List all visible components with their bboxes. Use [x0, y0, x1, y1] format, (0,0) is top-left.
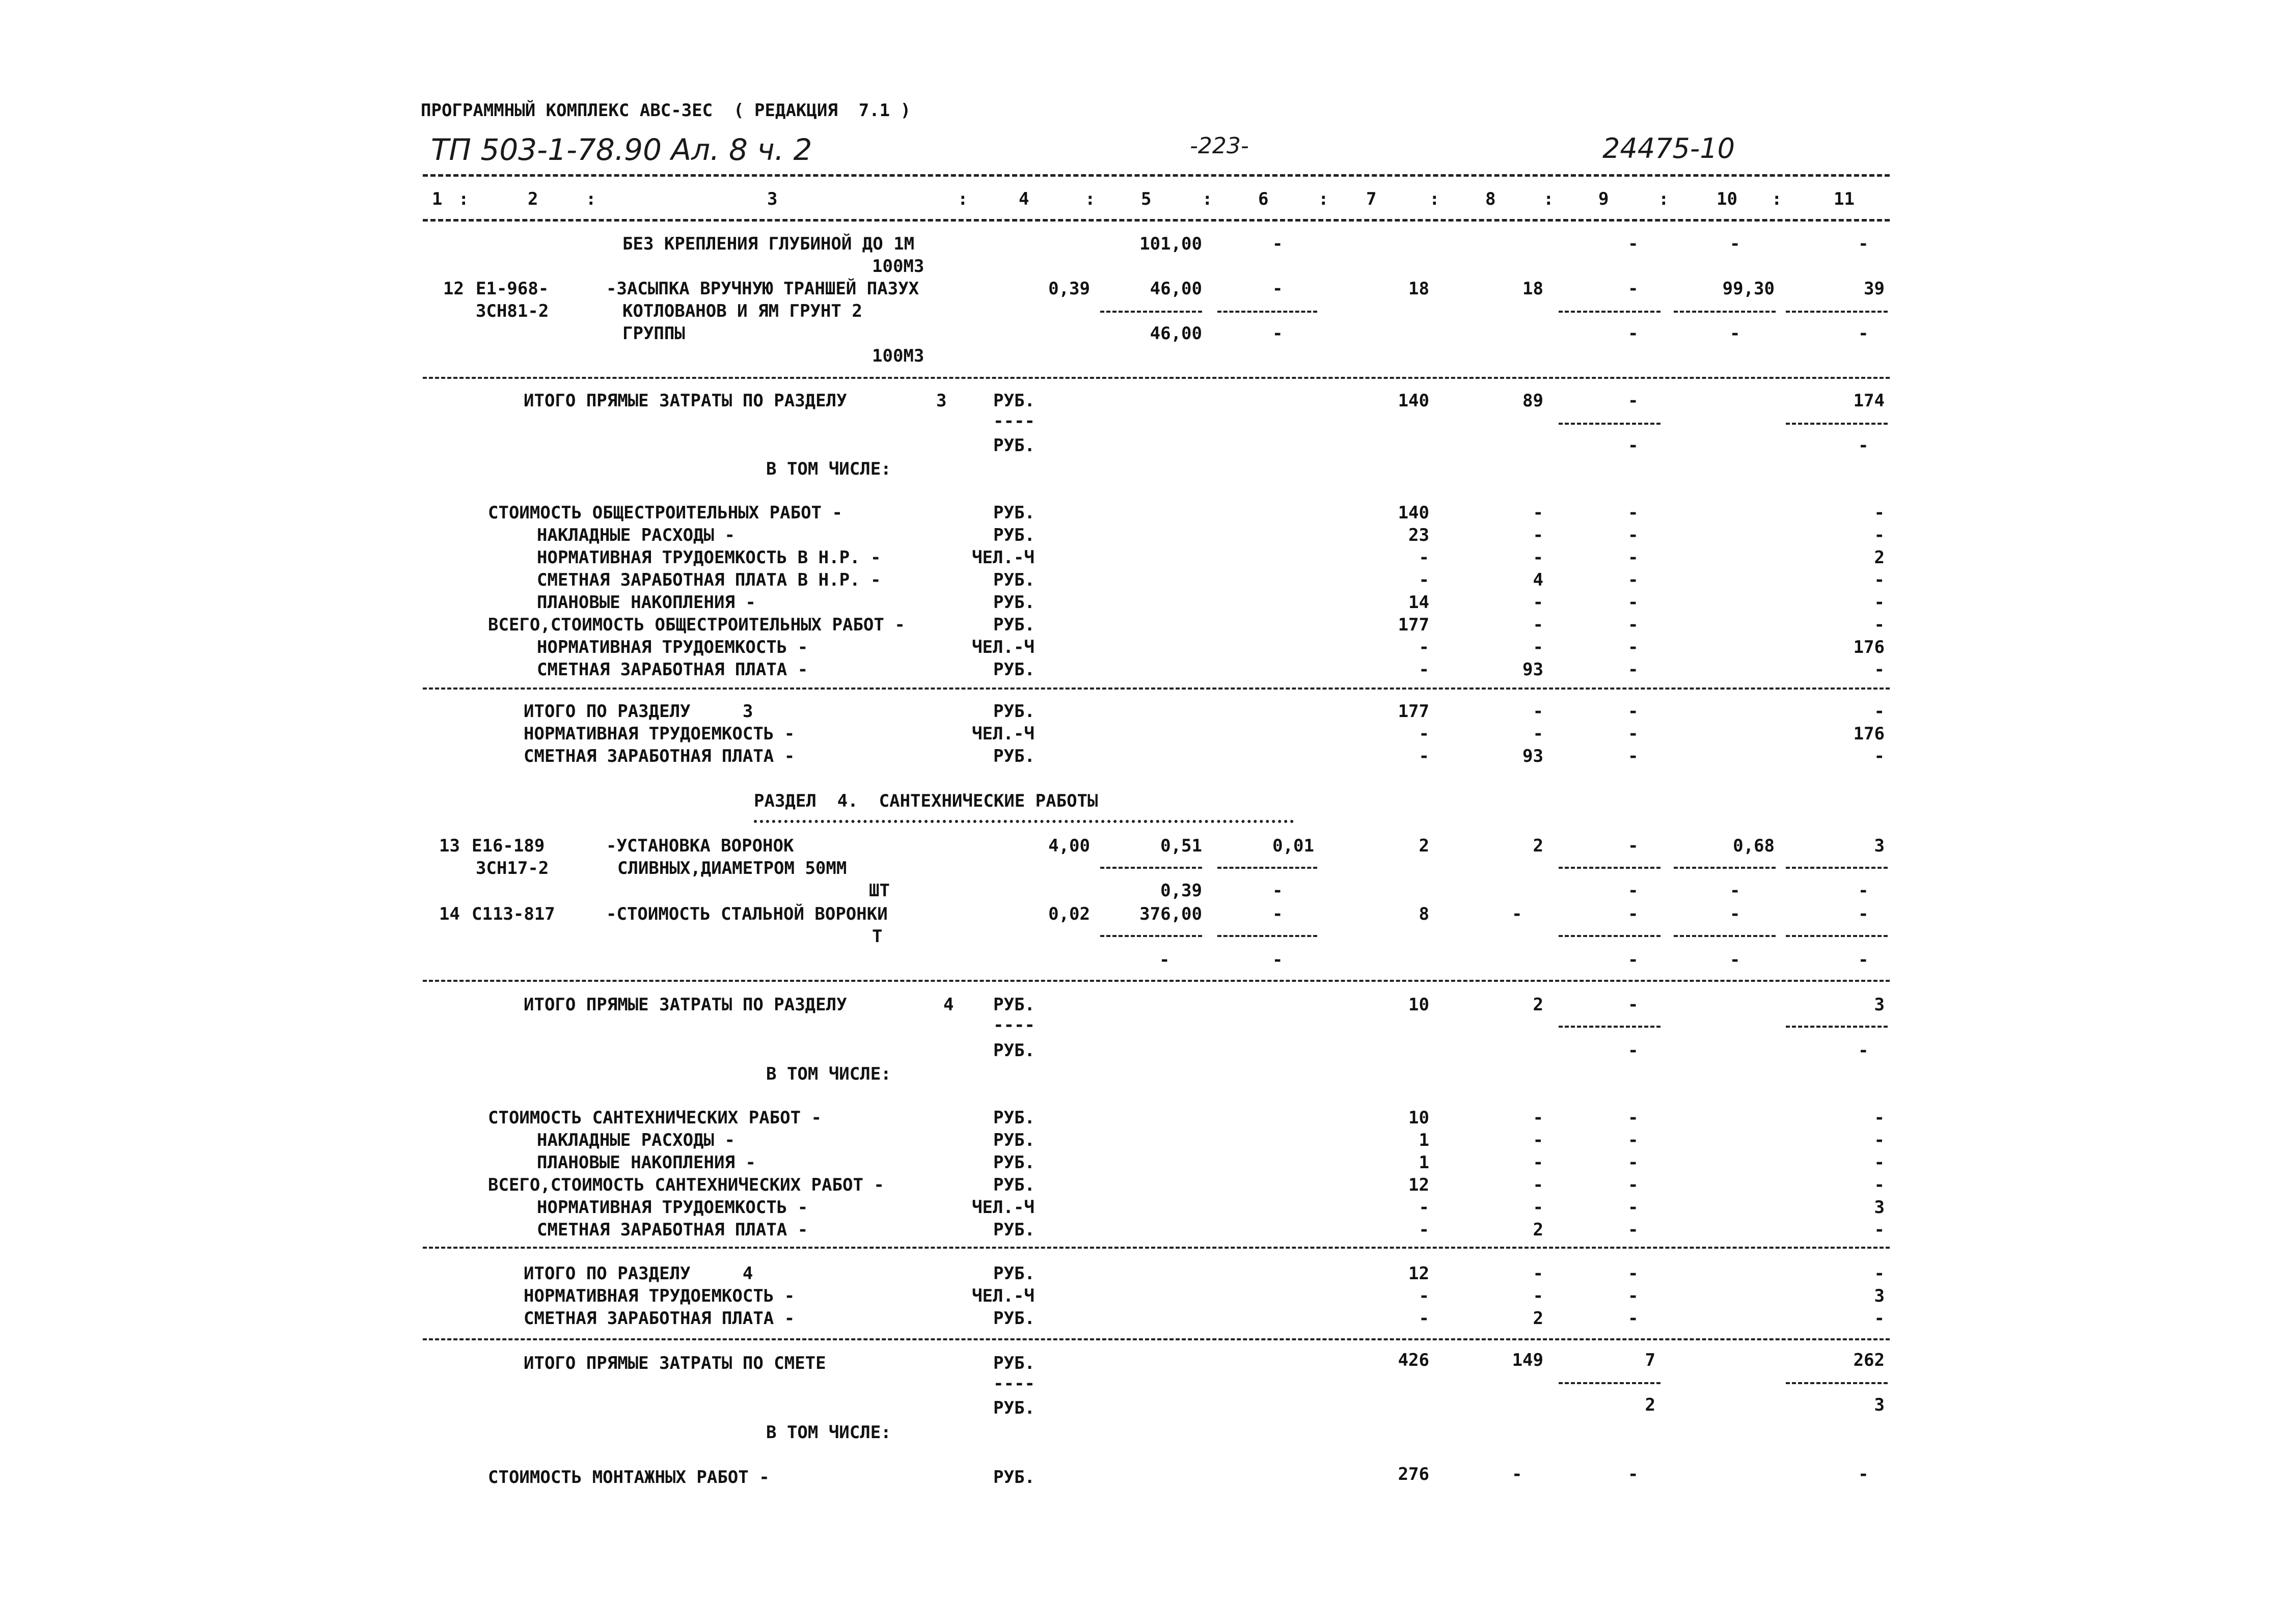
est-including: В ТОМ ЧИСЛЕ:	[766, 1422, 891, 1443]
column-separator: :	[958, 189, 968, 209]
s3-total-unit-dash: ----	[993, 411, 1035, 431]
row-col11: 176	[1853, 724, 1885, 744]
row-col11: -	[1874, 746, 1885, 766]
row-col11: 2	[1874, 547, 1885, 568]
row-col7: 10	[1408, 1108, 1429, 1128]
row-col11: -	[1874, 1263, 1885, 1284]
item13-sub-rule-b	[1217, 867, 1317, 869]
row-unit: РУБ.	[993, 746, 1035, 766]
s4-total-unit2: РУБ.	[993, 1040, 1035, 1061]
item12-col9b: -	[1628, 323, 1639, 344]
item12-sub-rule-d	[1674, 311, 1776, 313]
row-col9: -	[1628, 547, 1639, 568]
item12-sub-rule-b	[1217, 311, 1317, 313]
column-separator: :	[1202, 189, 1213, 209]
row-col7: -	[1419, 1197, 1429, 1218]
rule-before-section3-summary	[423, 687, 1890, 690]
est-total-unit1: РУБ.	[993, 1353, 1035, 1373]
s3-total-col11b: -	[1858, 435, 1869, 456]
row-unit: ЧЕЛ.-Ч	[972, 547, 1035, 568]
row-col11: -	[1874, 1152, 1885, 1173]
item12-col7: 18	[1408, 279, 1429, 299]
s4-total-col11: 3	[1874, 995, 1885, 1015]
item13-price2: 0,39	[1160, 880, 1202, 901]
row-unit: РУБ.	[993, 1175, 1035, 1195]
item12-code-2: 3СН81-2	[476, 301, 549, 321]
item14-col10: -	[1730, 904, 1740, 924]
item12-col6b: -	[1272, 323, 1283, 344]
item13-col9: -	[1628, 836, 1639, 856]
mount-c8: -	[1512, 1464, 1522, 1484]
item12-col8: 18	[1522, 279, 1543, 299]
row-unit: РУБ.	[993, 503, 1035, 523]
est-total-col9b: 2	[1645, 1395, 1655, 1415]
item12-qty: 0,39	[1048, 279, 1090, 299]
row-col8: -	[1533, 1175, 1543, 1195]
item13-unit: ШТ	[869, 880, 890, 901]
item13-col6: 0,01	[1272, 836, 1314, 856]
row-col9: -	[1628, 615, 1639, 635]
row-label: НОРМАТИВНАЯ ТРУДОЕМКОСТЬ -	[524, 724, 795, 744]
column-number: 7	[1366, 189, 1377, 209]
row-unit: РУБ.	[993, 592, 1035, 613]
row-label: СМЕТНАЯ ЗАРАБОТНАЯ ПЛАТА -	[537, 1220, 808, 1240]
row-col11: -	[1874, 503, 1885, 523]
column-separator: :	[1429, 189, 1440, 209]
row-unit: РУБ.	[993, 1263, 1035, 1284]
mount-c9: -	[1628, 1464, 1639, 1484]
row-col11: -	[1874, 592, 1885, 613]
row-col8: -	[1533, 1263, 1543, 1284]
item13-price: 0,51	[1160, 836, 1202, 856]
row-label: ПЛАНОВЫЕ НАКОПЛЕНИЯ -	[537, 592, 756, 613]
row-label: НОРМАТИВНАЯ ТРУДОЕМКОСТЬ -	[537, 637, 808, 657]
row-col9: -	[1628, 1220, 1639, 1240]
row-col8: -	[1533, 637, 1543, 657]
row-col8: -	[1533, 724, 1543, 744]
row-col7: -	[1419, 1220, 1429, 1240]
row-col11: -	[1874, 615, 1885, 635]
s4-including: В ТОМ ЧИСЛЕ:	[766, 1064, 891, 1084]
est-total-label: ИТОГО ПРЯМЫЕ ЗАТРАТЫ ПО СМЕТЕ	[524, 1353, 826, 1373]
item13-qty: 4,00	[1048, 836, 1090, 856]
column-number: 8	[1485, 189, 1496, 209]
mount-c11: -	[1858, 1464, 1869, 1484]
row-col7: 14	[1408, 592, 1429, 613]
section3-tail-unit: 100М3	[872, 256, 924, 277]
item13-sub-rule-a	[1100, 867, 1202, 869]
column-separator: :	[1318, 189, 1329, 209]
item14-col6: -	[1272, 904, 1283, 924]
row-label: ИТОГО ПО РАЗДЕЛУ 3	[524, 701, 753, 722]
item14-sub-rule-c	[1559, 935, 1661, 937]
s3-total-col11: 174	[1853, 391, 1885, 411]
row-col9: -	[1628, 525, 1639, 545]
item12-code-1: Е1-968-	[476, 279, 549, 299]
s3-total-num: 3	[936, 391, 947, 411]
row-unit: РУБ.	[993, 1152, 1035, 1173]
row-col9: -	[1628, 724, 1639, 744]
column-number: 1	[432, 189, 443, 209]
row-label: СМЕТНАЯ ЗАРАБОТНАЯ ПЛАТА -	[524, 746, 795, 766]
item14-col8: -	[1512, 904, 1522, 924]
column-number: 4	[1019, 189, 1029, 209]
column-separator: :	[1658, 189, 1669, 209]
section3-tail-text: БЕЗ КРЕПЛЕНИЯ ГЛУБИНОЙ ДО 1М	[622, 234, 915, 254]
row-col8: -	[1533, 1130, 1543, 1150]
item13-name-1: -УСТАНОВКА ВОРОНОК	[606, 836, 794, 856]
header-rule-top	[423, 174, 1890, 177]
s4-total-col9: -	[1628, 995, 1639, 1015]
row-col9: -	[1628, 592, 1639, 613]
row-col9: -	[1628, 1108, 1639, 1128]
item14-price2: -	[1159, 950, 1170, 970]
row-label: НАКЛАДНЫЕ РАСХОДЫ -	[537, 1130, 735, 1150]
item14-col9: -	[1628, 904, 1639, 924]
item14-col10b: -	[1730, 950, 1740, 970]
s4-total-col7: 10	[1408, 995, 1429, 1015]
row-col7: 177	[1398, 701, 1429, 722]
row-col9: -	[1628, 570, 1639, 590]
row-col7: -	[1419, 724, 1429, 744]
item14-unit: Т	[872, 926, 883, 947]
s4-total-sub-rule-a	[1559, 1026, 1661, 1028]
item14-price: 376,00	[1139, 904, 1202, 924]
row-unit: РУБ.	[993, 1308, 1035, 1329]
row-col11: -	[1874, 525, 1885, 545]
archive-number: 24475-10	[1602, 132, 1735, 164]
s4-total-sub-rule-b	[1786, 1026, 1888, 1028]
row-col9: -	[1628, 659, 1639, 680]
item12-col11: 39	[1864, 279, 1885, 299]
row-label: ВСЕГО,СТОИМОСТЬ САНТЕХНИЧЕСКИХ РАБОТ -	[488, 1175, 884, 1195]
item14-col11b: -	[1858, 950, 1869, 970]
rule-before-estimate-total	[423, 1338, 1890, 1340]
item13-code-1: Е16-189	[472, 836, 545, 856]
row-col9: -	[1628, 701, 1639, 722]
row-unit: РУБ.	[993, 659, 1035, 680]
section4-title-underline	[754, 820, 1294, 823]
column-number: 3	[767, 189, 778, 209]
s3-total-col9: -	[1628, 391, 1639, 411]
row-col7: 1	[1419, 1152, 1429, 1173]
section3-tail-col11: -	[1858, 234, 1869, 254]
item13-sub-rule-c	[1559, 867, 1661, 869]
item13-col8: 2	[1533, 836, 1543, 856]
item12-sub-rule-e	[1786, 311, 1888, 313]
item13-col11: 3	[1874, 836, 1885, 856]
item14-col9b: -	[1628, 950, 1639, 970]
program-line: ПРОГРАММНЫЙ КОМПЛЕКС АВС-3ЕС ( РЕДАКЦИЯ 7.1 )	[421, 100, 911, 121]
item12-sub-rule-c	[1559, 311, 1661, 313]
page-number: -223-	[1190, 133, 1249, 159]
item13-name-2: СЛИВНЫХ,ДИАМЕТРОМ 50ММ	[617, 858, 847, 878]
row-col11: -	[1874, 1108, 1885, 1128]
row-col9: -	[1628, 1263, 1639, 1284]
row-col7: -	[1419, 1308, 1429, 1329]
row-label: ВСЕГО,СТОИМОСТЬ ОБЩЕСТРОИТЕЛЬНЫХ РАБОТ -	[488, 615, 905, 635]
row-label: СМЕТНАЯ ЗАРАБОТНАЯ ПЛАТА -	[524, 1308, 795, 1329]
column-number: 5	[1141, 189, 1152, 209]
item14-sub-rule-a	[1100, 935, 1202, 937]
item12-price: 46,00	[1150, 279, 1202, 299]
row-unit: РУБ.	[993, 570, 1035, 590]
item12-col6: -	[1272, 279, 1283, 299]
item13-col7: 2	[1419, 836, 1429, 856]
row-col11: -	[1874, 570, 1885, 590]
item13-code-2: 3СН17-2	[476, 858, 549, 878]
item14-col6b: -	[1272, 950, 1283, 970]
row-col9: -	[1628, 1152, 1639, 1173]
rule-before-section4-total	[423, 980, 1890, 982]
row-unit: РУБ.	[993, 1108, 1035, 1128]
row-col11: -	[1874, 1220, 1885, 1240]
row-col11: -	[1874, 1130, 1885, 1150]
row-col11: -	[1874, 659, 1885, 680]
row-col11: 3	[1874, 1197, 1885, 1218]
item12-name-2: КОТЛОВАНОВ И ЯМ ГРУНТ 2	[622, 301, 862, 321]
row-col9: -	[1628, 746, 1639, 766]
item12-num: 12	[443, 279, 464, 299]
row-label: СТОИМОСТЬ САНТЕХНИЧЕСКИХ РАБОТ -	[488, 1108, 822, 1128]
s4-total-num: 4	[943, 995, 954, 1015]
s4-total-label: ИТОГО ПРЯМЫЕ ЗАТРАТЫ ПО РАЗДЕЛУ	[524, 995, 847, 1015]
est-total-col11: 262	[1853, 1350, 1885, 1370]
row-label: НАКЛАДНЫЕ РАСХОДЫ -	[537, 525, 735, 545]
s3-total-col9b: -	[1628, 435, 1639, 456]
item14-qty: 0,02	[1048, 904, 1090, 924]
row-unit: ЧЕЛ.-Ч	[972, 637, 1035, 657]
section3-tail-col6: -	[1272, 234, 1283, 254]
mount-c7: 276	[1398, 1464, 1429, 1484]
row-col9: -	[1628, 1308, 1639, 1329]
row-col9: -	[1628, 637, 1639, 657]
item13-sub-rule-e	[1786, 867, 1888, 869]
row-col8: -	[1533, 592, 1543, 613]
item12-col9: -	[1628, 279, 1639, 299]
row-col8: -	[1533, 503, 1543, 523]
row-col7: -	[1419, 659, 1429, 680]
row-unit: РУБ.	[993, 1220, 1035, 1240]
section3-tail-col5: 101,00	[1139, 234, 1202, 254]
item13-col6b: -	[1272, 880, 1283, 901]
column-separator: :	[1772, 189, 1782, 209]
s3-total-sub-rule-b	[1786, 423, 1888, 425]
row-col7: 23	[1408, 525, 1429, 545]
s4-total-col11b: -	[1858, 1040, 1869, 1061]
row-label: НОРМАТИВНАЯ ТРУДОЕМКОСТЬ -	[524, 1286, 795, 1306]
item12-price2: 46,00	[1150, 323, 1202, 344]
row-col8: 93	[1522, 746, 1543, 766]
row-unit: РУБ.	[993, 525, 1035, 545]
item12-name-1: -ЗАСЫПКА ВРУЧНУЮ ТРАНШЕЙ ПАЗУХ	[606, 279, 919, 299]
row-col7: 1	[1419, 1130, 1429, 1150]
item12-col10: 99,30	[1722, 279, 1775, 299]
row-col7: -	[1419, 547, 1429, 568]
rule-before-section4-summary	[423, 1247, 1890, 1249]
item13-col11b: -	[1858, 880, 1869, 901]
item14-sub-rule-d	[1674, 935, 1776, 937]
row-col9: -	[1628, 1175, 1639, 1195]
item12-col10b: -	[1730, 323, 1740, 344]
row-col7: 12	[1408, 1175, 1429, 1195]
est-total-col8: 149	[1512, 1350, 1543, 1370]
row-col9: -	[1628, 1197, 1639, 1218]
section4-title: РАЗДЕЛ 4. САНТЕХНИЧЕСКИЕ РАБОТЫ	[754, 791, 1098, 811]
s3-total-unit1: РУБ.	[993, 391, 1035, 411]
row-col8: -	[1533, 1197, 1543, 1218]
column-separator: :	[1085, 189, 1096, 209]
est-total-sub-rule-a	[1559, 1382, 1661, 1384]
section3-tail-col10: -	[1730, 234, 1740, 254]
s3-including: В ТОМ ЧИСЛЕ:	[766, 459, 891, 479]
row-unit: ЧЕЛ.-Ч	[972, 724, 1035, 744]
s4-total-col8: 2	[1533, 995, 1543, 1015]
item12-name-3: ГРУППЫ	[622, 323, 685, 344]
row-label: СТОИМОСТЬ ОБЩЕСТРОИТЕЛЬНЫХ РАБОТ -	[488, 503, 842, 523]
item13-col10: 0,68	[1733, 836, 1775, 856]
item13-sub-rule-d	[1674, 867, 1776, 869]
item14-name: -СТОИМОСТЬ СТАЛЬНОЙ ВОРОНКИ	[606, 904, 888, 924]
row-col7: 140	[1398, 503, 1429, 523]
column-separator: :	[1543, 189, 1554, 209]
s4-total-unit-dash: ----	[993, 1015, 1035, 1035]
row-col7: 12	[1408, 1263, 1429, 1284]
row-col9: -	[1628, 1130, 1639, 1150]
row-label: НОРМАТИВНАЯ ТРУДОЕМКОСТЬ -	[537, 1197, 808, 1218]
item14-col11: -	[1858, 904, 1869, 924]
mount-label: СТОИМОСТЬ МОНТАЖНЫХ РАБОТ -	[488, 1467, 770, 1488]
row-col9: -	[1628, 503, 1639, 523]
column-separator: :	[586, 189, 596, 209]
row-col8: -	[1533, 1152, 1543, 1173]
row-label: НОРМАТИВНАЯ ТРУДОЕМКОСТЬ В Н.Р. -	[537, 547, 881, 568]
column-number: 2	[528, 189, 538, 209]
est-total-unit-dash: ----	[993, 1373, 1035, 1394]
row-col11: 176	[1853, 637, 1885, 657]
row-col7: 177	[1398, 615, 1429, 635]
item14-col7: 8	[1419, 904, 1429, 924]
item14-num: 14	[439, 904, 460, 924]
row-col8: -	[1533, 615, 1543, 635]
item13-col9b: -	[1628, 880, 1639, 901]
item13-col10b: -	[1730, 880, 1740, 901]
item14-code: С113-817	[472, 904, 555, 924]
row-unit: РУБ.	[993, 701, 1035, 722]
row-col11: -	[1874, 701, 1885, 722]
row-label: СМЕТНАЯ ЗАРАБОТНАЯ ПЛАТА -	[537, 659, 808, 680]
section3-tail-col9: -	[1628, 234, 1639, 254]
row-col8: -	[1533, 547, 1543, 568]
s4-total-unit1: РУБ.	[993, 995, 1035, 1015]
column-number: 9	[1598, 189, 1609, 209]
row-col8: 2	[1533, 1308, 1543, 1329]
row-unit: РУБ.	[993, 1130, 1035, 1150]
row-col8: -	[1533, 701, 1543, 722]
row-unit: РУБ.	[993, 615, 1035, 635]
est-total-unit2: РУБ.	[993, 1398, 1035, 1418]
row-col11: -	[1874, 1308, 1885, 1329]
row-label: СМЕТНАЯ ЗАРАБОТНАЯ ПЛАТА В Н.Р. -	[537, 570, 881, 590]
mount-unit: РУБ.	[993, 1467, 1035, 1488]
row-col8: -	[1533, 1286, 1543, 1306]
row-col8: 2	[1533, 1220, 1543, 1240]
row-col7: -	[1419, 570, 1429, 590]
column-number: 6	[1258, 189, 1269, 209]
doc-code: ТП 503-1-78.90 Ал. 8 ч. 2	[431, 132, 812, 167]
row-col7: -	[1419, 1286, 1429, 1306]
row-col11: -	[1874, 1175, 1885, 1195]
item14-sub-rule-b	[1217, 935, 1317, 937]
row-col8: 4	[1533, 570, 1543, 590]
item14-sub-rule-e	[1786, 935, 1888, 937]
row-label: ПЛАНОВЫЕ НАКОПЛЕНИЯ -	[537, 1152, 756, 1173]
column-number: 10	[1717, 189, 1737, 209]
s3-total-unit2: РУБ.	[993, 435, 1035, 456]
row-col8: -	[1533, 1108, 1543, 1128]
item13-num: 13	[439, 836, 460, 856]
s3-total-sub-rule-a	[1559, 423, 1661, 425]
row-label: ИТОГО ПО РАЗДЕЛУ 4	[524, 1263, 753, 1284]
header-rule-bottom	[423, 219, 1890, 222]
item12-col11b: -	[1858, 323, 1869, 344]
est-total-sub-rule-b	[1786, 1382, 1888, 1384]
row-col11: 3	[1874, 1286, 1885, 1306]
s3-total-col7: 140	[1398, 391, 1429, 411]
column-separator: :	[458, 189, 469, 209]
s3-total-label: ИТОГО ПРЯМЫЕ ЗАТРАТЫ ПО РАЗДЕЛУ	[524, 391, 847, 411]
est-total-col9: 7	[1645, 1350, 1655, 1370]
s3-total-col8: 89	[1522, 391, 1543, 411]
row-col9: -	[1628, 1286, 1639, 1306]
column-number: 11	[1834, 189, 1855, 209]
row-unit: ЧЕЛ.-Ч	[972, 1286, 1035, 1306]
row-col7: -	[1419, 746, 1429, 766]
row-col8: 93	[1522, 659, 1543, 680]
row-col8: -	[1533, 525, 1543, 545]
row-col7: -	[1419, 637, 1429, 657]
s4-total-col9b: -	[1628, 1040, 1639, 1061]
est-total-col7: 426	[1398, 1350, 1429, 1370]
est-total-col11b: 3	[1874, 1395, 1885, 1415]
row-unit: ЧЕЛ.-Ч	[972, 1197, 1035, 1218]
item12-unit: 100М3	[872, 346, 924, 366]
item12-sub-rule-a	[1100, 311, 1202, 313]
rule-before-section3-total	[423, 377, 1890, 379]
